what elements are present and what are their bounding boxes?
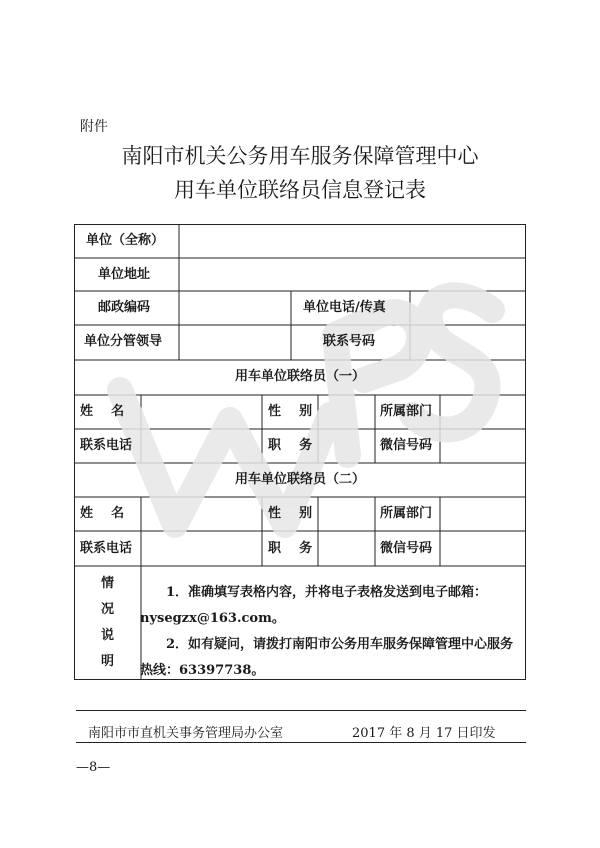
contact2-wechat-label: 微信号码 (380, 541, 433, 556)
label-contact-number: 联系号码 (323, 334, 376, 349)
footer-top-line (76, 710, 526, 711)
contact1-position-label: 职 务 (268, 438, 313, 453)
label-unit-address: 单位地址 (98, 267, 151, 282)
contact1-gender-label: 性 别 (268, 404, 313, 419)
label-unit-full-name: 单位（全称） (86, 233, 165, 248)
title-line-1: 南阳市机关公务用车服务保障管理中心 (121, 144, 479, 168)
notes-label-char-3: 说 (101, 628, 115, 643)
contact2-position-label: 职 务 (268, 541, 313, 556)
contact1-header: 用车单位联络员（一） (234, 369, 365, 384)
footer-issuer: 南阳市市直机关事务管理局办公室 (88, 726, 284, 741)
contact1-department-label: 所属部门 (380, 404, 433, 419)
footer-bottom-line (76, 742, 526, 743)
footer-date: 2017 年 8 月 17 日印发 (352, 726, 496, 741)
contact1-name-label: 姓 名 (80, 404, 125, 419)
page-number: —8— (76, 760, 111, 775)
attachment-label: 附件 (80, 119, 108, 135)
contact2-gender-label: 性 别 (268, 506, 313, 521)
note-1: 1．准确填写表格内容，并将电子表格发送到电子邮箱：nysegzx@163.com。 (140, 585, 488, 626)
notes-label-char-2: 况 (101, 602, 115, 617)
title-line-2: 用车单位联络员信息登记表 (174, 178, 426, 202)
contact2-department-label: 所属部门 (380, 506, 433, 521)
contact1-wechat-label: 微信号码 (380, 438, 433, 453)
label-unit-phone-fax: 单位电话/传真 (303, 300, 386, 315)
contact2-header: 用车单位联络员（二） (234, 472, 365, 487)
contact2-name-label: 姓 名 (80, 506, 125, 521)
notes-label-char-4: 明 (101, 654, 115, 669)
label-unit-leader: 单位分管领导 (84, 334, 163, 349)
contact1-phone-label: 联系电话 (80, 438, 133, 453)
label-postal-code: 邮政编码 (98, 300, 151, 315)
contact2-phone-label: 联系电话 (80, 541, 133, 556)
notes-content (140, 580, 525, 684)
note-2: 2．如有疑问，请拨打南阳市公务用车服务保障管理中心服务热线：63397738。 (140, 637, 514, 678)
notes-label-char-1: 情 (101, 576, 115, 591)
